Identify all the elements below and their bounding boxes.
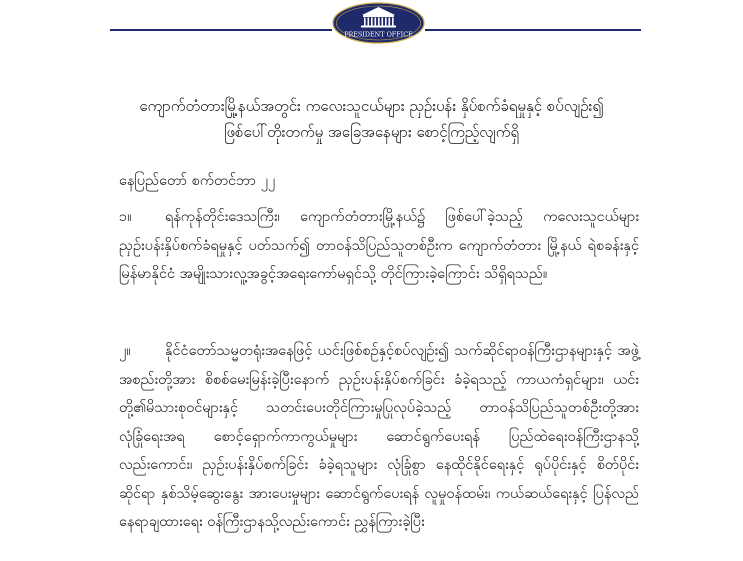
- dateline: နေပြည်တော် စက်တင်ဘာ ၂၂: [119, 173, 275, 189]
- paragraph-text: နိုင်ငံတော်သမ္မတရုံးအနေဖြင့် ယင်းဖြစ်စဉ်နှင့်စပ်လျဉ်း၍ သက်ဆိုင်ရာဝန်ကြီးဌာနများနှင့် အဖွဲ့အစည်းတို့အား စိစစ်မေးမြန်းခဲ့ပြီးနောက် ညှဉ်းပန်းနှိပ်စက်ခြင်း ခံခဲ့ရသည့် ကာယကံရှင်များ၊ ယင်းတို့၏မိသားစုဝင်များနှင့် သတင်းပေးတိုင်ကြားမှုပြုလုပ်ခဲ့သည့် တာဝန်သိပြည်သူတစ်ဦးတို့အား လုံခြုံရေးအရ စောင့်ရှောက်ကာကွယ်မှုများ ဆောင်ရွက်ပေးရန် ပြည်ထဲရေးဝန်ကြီးဌာနသို့ လည်းကောင်း၊ ညှဉ်းပန်းနှိပ်စက်ခြင်း ခံခဲ့ရသူများ လုံခြုံစွာ နေထိုင်နိုင်ရေးနှင့် ရုပ်ပိုင်းနှင့် စိတ်ပိုင်းဆိုင်ရာ နှစ်သိမ့်ဆွေးနွေး အားပေးမှုများ ဆောင်ရွက်ပေးရန် လူမှုဝန်ထမ်း၊ ကယ်ဆယ်ရေးနှင့် ပြန်လည်နေရာချထားရေး ဝန်ကြီးဌာနသို့လည်းကောင်း ညွှန်ကြားခဲ့ပြီး: [119, 343, 639, 530]
- document-title-line-1: ကျောက်တံတားမြို့နယ်အတွင်း ကလေးသူငယ်များ ညှဉ်းပန်း နှိပ်စက်ခံရမှုနှင့် စပ်လျဉ်း၍: [139, 97, 604, 115]
- paragraph-text: ရန်ကုန်တိုင်းဒေသကြီး၊ ကျောက်တံတားမြို့နယ်၌ ဖြစ်ပေါ်ခဲ့သည့် ကလေးသူငယ်များ ညှဉ်းပန်းနှိပ်စက်ခံရမှုနှင့် ပတ်သက်၍ တာဝန်သိပြည်သူတစ်ဦးက ကျောက်တံတား မြို့နယ် ရဲစခန်းနှင့် မြန်မာနိုင်ငံ အမျိုးသားလူ့အခွင့်အရေးကော်မရှင်သို့ တိုင်ကြားခဲ့ကြောင်း သိရှိရသည်။: [119, 209, 639, 282]
- paragraph-2: [119, 337, 639, 537]
- paragraph-1: [119, 203, 639, 289]
- header-rule-right: [425, 29, 641, 31]
- paragraph-number: ၂။: [119, 343, 131, 359]
- president-office-seal: [332, 2, 425, 44]
- office-name-text: PRESIDENT OFFICE: [344, 30, 413, 39]
- header-rule-left: [110, 29, 332, 31]
- document-title-line-2: ဖြစ်ပေါ်တိုးတက်မှု အခြေအနေများ စောင့်ကြည့်လျက်ရှိ: [223, 123, 520, 141]
- letterhead: [0, 0, 743, 40]
- paragraph-number: ၁။: [119, 209, 132, 225]
